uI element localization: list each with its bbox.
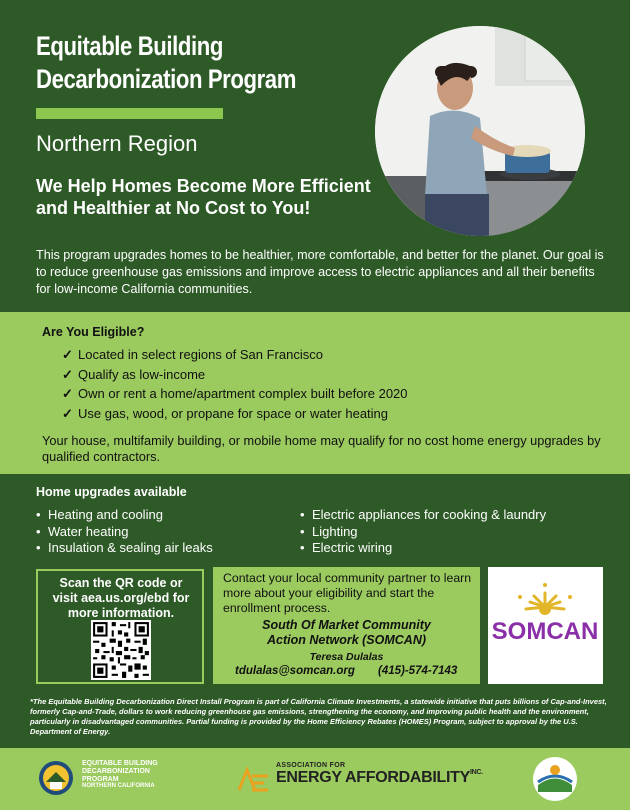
bullet-icon: • xyxy=(36,523,41,539)
aea-logo-main xyxy=(276,769,483,787)
aea-mark-icon xyxy=(236,762,272,792)
list-item xyxy=(62,345,408,365)
partner-org-name xyxy=(213,618,480,647)
aea-logo-main-text: ENERGY AFFORDABILITY xyxy=(276,769,471,786)
bullet-icon: • xyxy=(300,540,305,555)
title-line-2: Decarbonization Program xyxy=(36,64,296,94)
program-title xyxy=(36,30,296,96)
list-item xyxy=(300,524,546,541)
eligibility-item-text: Located in select regions of San Francisco xyxy=(78,347,323,362)
bullet-icon: • xyxy=(300,523,305,539)
cci-badge-icon xyxy=(520,750,590,808)
upgrade-item-text: Water heating xyxy=(48,523,129,539)
somcan-logo-text: SOMCAN xyxy=(491,618,599,645)
upgrade-item-text: Heating and cooling xyxy=(48,507,163,522)
eligibility-item-text: Use gas, wood, or propane for space or water heating xyxy=(78,405,389,421)
check-icon: ✓ xyxy=(62,386,73,401)
list-item xyxy=(62,404,408,424)
aea-logo xyxy=(236,762,483,794)
bullet-icon: • xyxy=(36,540,41,555)
list-item xyxy=(62,384,408,404)
list-item xyxy=(300,507,546,524)
kitchen-photo xyxy=(375,26,585,236)
eligibility-section xyxy=(0,312,630,474)
contact-email-link[interactable]: tdulalas@somcan.org xyxy=(235,665,355,677)
qr-code-icon[interactable] xyxy=(91,620,151,680)
qr-code-graphic xyxy=(91,620,151,680)
upgrade-item-text: Insulation & sealing air leaks xyxy=(48,540,213,555)
upgrades-section xyxy=(0,474,630,564)
qr-panel xyxy=(36,569,204,684)
headline: We Help Homes Become More Efficient and Healthier at No Cost to You! xyxy=(36,176,371,218)
eligibility-footer: Your house, multifamily building, or mobile home may qualify for no cost home energy upgrades by qualified contractors. xyxy=(42,433,601,464)
contact-intro: Contact your local community partner to learn more about your eligibility and start the enrollment process. xyxy=(223,571,472,615)
eligibility-heading: Are You Eligible? xyxy=(42,325,145,339)
list-item xyxy=(36,540,213,557)
somcan-logo xyxy=(488,567,603,684)
eligibility-list xyxy=(62,345,408,423)
header-section xyxy=(0,0,630,312)
aea-logo-top: ASSOCIATION FOR xyxy=(276,762,346,769)
ebd-logo-text xyxy=(82,760,158,784)
woman-cooking-image xyxy=(375,26,585,236)
ebd-line-1: EQUITABLE BUILDING xyxy=(82,760,158,767)
eligibility-item-text: Qualify as low-income xyxy=(78,366,206,382)
list-item xyxy=(36,524,213,541)
region-label: Northern Region xyxy=(36,131,198,156)
upgrade-item-text: Electric appliances for cooking & laundry xyxy=(312,507,547,522)
eligibility-item-text: Own or rent a home/apartment complex built before 2020 xyxy=(78,386,408,401)
ebd-line-2: DECARBONIZATION xyxy=(82,768,150,775)
contact-phone[interactable]: (415)-574-7143 xyxy=(378,665,458,677)
org-line-2: Action Network (SOMCAN) xyxy=(266,632,427,647)
disclaimer-text: *The Equitable Building Decarbonization Direct Install Program is part of California Climate Investments, a statewide initiative that puts billions of Cap-and-Invest, formerly Cap-and-Trade, dollars to work reducing greenhouse gas emissions, strengthening the economy, and improving public health and the environment, particularly in disadvantaged communities. Partial funding is provided by the Home Efficiency Rebates (HOMES) Program, subject to approval by the U.S. Department of Energy. xyxy=(30,697,607,736)
list-item xyxy=(36,507,213,524)
title-line-1: Equitable Building xyxy=(36,31,223,61)
upgrades-list-right xyxy=(300,507,546,557)
upgrade-item-text: Lighting xyxy=(312,523,358,539)
footer-logos xyxy=(0,748,630,810)
check-icon: ✓ xyxy=(62,366,73,382)
title-underline-bar xyxy=(36,108,223,119)
contact-panel xyxy=(213,567,480,684)
upgrades-list-left xyxy=(36,507,213,557)
ebd-badge-icon xyxy=(36,758,76,798)
contact-person: Teresa Dulalas xyxy=(309,651,384,663)
qr-instructions: Scan the QR code or visit aea.us.org/ebd for more information. xyxy=(52,576,190,620)
ebd-line-3: PROGRAM xyxy=(82,776,119,783)
ebd-program-logo xyxy=(36,758,186,798)
bullet-icon: • xyxy=(300,507,305,522)
aea-logo-inc: INC. xyxy=(470,769,483,776)
check-icon: ✓ xyxy=(62,347,73,362)
upgrades-heading: Home upgrades available xyxy=(36,485,187,499)
org-line-1: South Of Market Community xyxy=(262,618,431,632)
somcan-logo-panel xyxy=(488,567,603,684)
list-item xyxy=(300,540,546,557)
intro-paragraph: This program upgrades homes to be healthier, more comfortable, and better for the planet. Our goal is to reduce greenhouse gas emissions and improve access to electric appliances and all their benefits for low-income California communities. xyxy=(36,248,604,296)
bullet-icon: • xyxy=(36,507,41,522)
list-item xyxy=(62,365,408,385)
california-climate-investments-logo xyxy=(520,750,590,808)
ebd-logo-subtitle: NORTHERN CALIFORNIA xyxy=(82,783,155,789)
upgrade-item-text: Electric wiring xyxy=(312,540,393,555)
check-icon: ✓ xyxy=(62,405,73,421)
